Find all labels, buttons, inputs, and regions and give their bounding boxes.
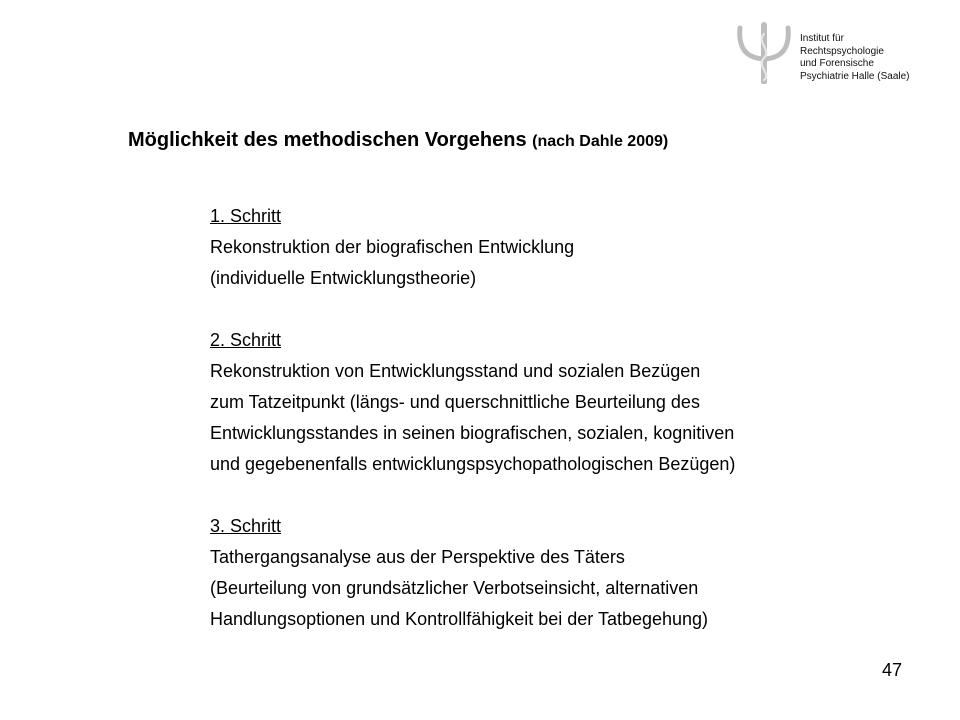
step-2 — [210, 325, 930, 480]
institute-line: Rechtspsychologie — [800, 45, 884, 57]
step-text-line: (Beurteilung von grundsätzlicher Verbotseinsicht, alternativen — [210, 578, 699, 598]
psi-logo-icon — [732, 22, 796, 84]
step-3 — [210, 511, 930, 635]
step-text-line: (individuelle Entwicklungstheorie) — [210, 268, 477, 288]
step-text-line: Tathergangsanalyse aus der Perspektive des Täters — [210, 547, 625, 567]
page-title — [128, 129, 668, 152]
step-text-line: und gegebenenfalls entwicklungspsychopathologischen Bezügen) — [210, 454, 736, 474]
institute-line: Institut für — [800, 33, 844, 44]
step-text-line: Rekonstruktion der biografischen Entwicklung — [210, 237, 575, 257]
page-number: 47 — [882, 660, 903, 680]
step-text-line: Handlungsoptionen und Kontrollfähigkeit bei der Tatbegehung) — [210, 609, 709, 629]
step-heading: 1. Schritt — [210, 206, 282, 226]
step-text-line: Entwicklungsstandes in seinen biografischen, sozialen, kognitiven — [210, 423, 735, 443]
title-main: Möglichkeit des methodischen Vorgehens — [128, 129, 527, 151]
institute-line: Psychiatrie Halle (Saale) — [800, 70, 910, 82]
title-citation: (nach Dahle 2009) — [532, 133, 669, 150]
step-heading: 3. Schritt — [210, 516, 282, 536]
step-text-line: Rekonstruktion von Entwicklungsstand und sozialen Bezügen — [210, 361, 701, 381]
steps-list — [210, 201, 930, 666]
step-heading: 2. Schritt — [210, 330, 282, 350]
institute-line: und Forensische — [800, 58, 874, 69]
step-text-line: zum Tatzeitpunkt (längs- und querschnittliche Beurteilung des — [210, 392, 700, 412]
step-1 — [210, 201, 930, 294]
institute-name — [800, 33, 910, 83]
